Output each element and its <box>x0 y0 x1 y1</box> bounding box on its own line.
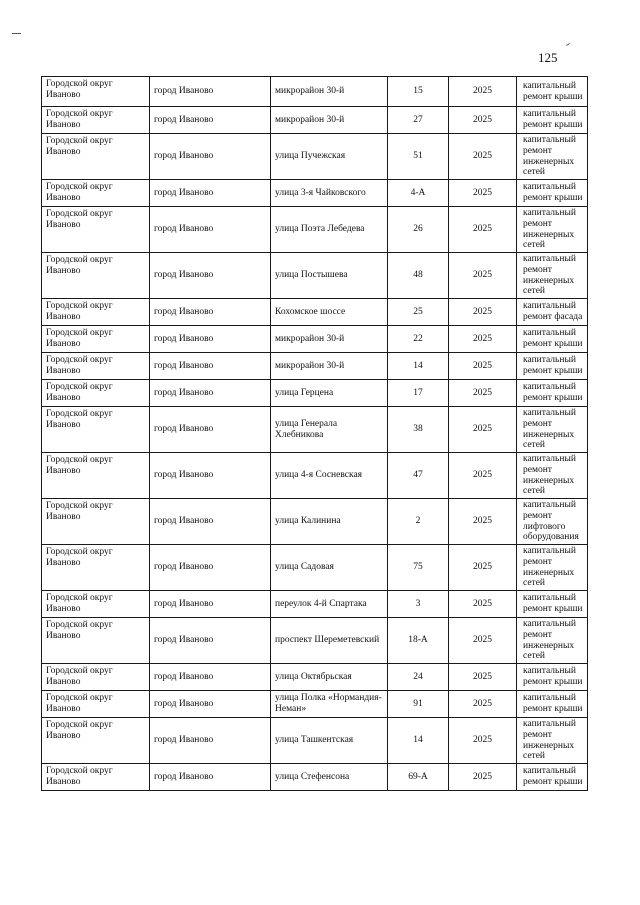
locality-cell: город Иваново <box>150 591 271 618</box>
district-cell: Городской округ Иваново <box>42 453 150 499</box>
year-cell: 2025 <box>449 134 517 180</box>
page-number: 125 <box>538 50 558 65</box>
street-cell: улица Пучежская <box>271 134 388 180</box>
district-cell: Городской округ Иваново <box>42 134 150 180</box>
house-number-cell: 2 <box>388 499 449 545</box>
year-cell: 2025 <box>449 545 517 591</box>
street-cell: улица Садовая <box>271 545 388 591</box>
year-cell: 2025 <box>449 253 517 299</box>
scan-mark-top-right <box>566 43 570 46</box>
year-cell: 2025 <box>449 380 517 407</box>
work-type-cell: капитальный ремонт инженерных сетей <box>517 618 588 664</box>
street-cell: микрорайон 30-й <box>271 326 388 353</box>
district-cell: Городской округ Иваново <box>42 718 150 764</box>
district-cell: Городской округ Иваново <box>42 180 150 207</box>
street-cell: улица Герцена <box>271 380 388 407</box>
house-number-cell: 47 <box>388 453 449 499</box>
district-cell: Городской округ Иваново <box>42 353 150 380</box>
street-cell: переулок 4-й Спартака <box>271 591 388 618</box>
locality-cell: город Иваново <box>150 453 271 499</box>
house-number-cell: 14 <box>388 718 449 764</box>
house-number-cell: 69-А <box>388 764 449 791</box>
locality-cell: город Иваново <box>150 407 271 453</box>
district-cell: Городской округ Иваново <box>42 618 150 664</box>
work-type-cell: капитальный ремонт крыши <box>517 180 588 207</box>
year-cell: 2025 <box>449 299 517 326</box>
house-number-cell: 18-А <box>388 618 449 664</box>
house-number-cell: 15 <box>388 77 449 107</box>
district-cell: Городской округ Иваново <box>42 253 150 299</box>
work-type-cell: капитальный ремонт инженерных сетей <box>517 545 588 591</box>
scan-mark-top-left <box>12 33 21 34</box>
work-type-cell: капитальный ремонт фасада <box>517 299 588 326</box>
year-cell: 2025 <box>449 618 517 664</box>
year-cell: 2025 <box>449 207 517 253</box>
street-cell: улица Полка «Нормандия-Неман» <box>271 691 388 718</box>
locality-cell: город Иваново <box>150 134 271 180</box>
house-number-cell: 14 <box>388 353 449 380</box>
year-cell: 2025 <box>449 718 517 764</box>
district-cell: Городской округ Иваново <box>42 499 150 545</box>
work-type-cell: капитальный ремонт инженерных сетей <box>517 453 588 499</box>
locality-cell: город Иваново <box>150 380 271 407</box>
district-cell: Городской округ Иваново <box>42 107 150 134</box>
year-cell: 2025 <box>449 326 517 353</box>
locality-cell: город Иваново <box>150 664 271 691</box>
locality-cell: город Иваново <box>150 764 271 791</box>
table-row <box>42 499 588 545</box>
house-number-cell: 22 <box>388 326 449 353</box>
locality-cell: город Иваново <box>150 718 271 764</box>
street-cell: микрорайон 30-й <box>271 77 388 107</box>
street-cell: улица Ташкентская <box>271 718 388 764</box>
street-cell: улица Октябрьская <box>271 664 388 691</box>
house-number-cell: 51 <box>388 134 449 180</box>
house-number-cell: 3 <box>388 591 449 618</box>
repair-schedule-table <box>41 76 588 791</box>
table-row <box>42 664 588 691</box>
district-cell: Городской округ Иваново <box>42 407 150 453</box>
locality-cell: город Иваново <box>150 253 271 299</box>
year-cell: 2025 <box>449 107 517 134</box>
locality-cell: город Иваново <box>150 499 271 545</box>
street-cell: микрорайон 30-й <box>271 107 388 134</box>
year-cell: 2025 <box>449 353 517 380</box>
year-cell: 2025 <box>449 499 517 545</box>
table-row <box>42 77 588 107</box>
locality-cell: город Иваново <box>150 545 271 591</box>
table-row <box>42 207 588 253</box>
table-row <box>42 180 588 207</box>
work-type-cell: капитальный ремонт крыши <box>517 691 588 718</box>
work-type-cell: капитальный ремонт инженерных сетей <box>517 407 588 453</box>
house-number-cell: 38 <box>388 407 449 453</box>
locality-cell: город Иваново <box>150 353 271 380</box>
year-cell: 2025 <box>449 453 517 499</box>
district-cell: Городской округ Иваново <box>42 207 150 253</box>
table-row <box>42 353 588 380</box>
work-type-cell: капитальный ремонт лифтового оборудования <box>517 499 588 545</box>
house-number-cell: 24 <box>388 664 449 691</box>
house-number-cell: 75 <box>388 545 449 591</box>
street-cell: улица Генерала Хлебникова <box>271 407 388 453</box>
house-number-cell: 17 <box>388 380 449 407</box>
street-cell: Кохомское шоссе <box>271 299 388 326</box>
street-cell: микрорайон 30-й <box>271 353 388 380</box>
street-cell: улица Стефенсона <box>271 764 388 791</box>
work-type-cell: капитальный ремонт крыши <box>517 591 588 618</box>
table-body <box>42 77 588 791</box>
house-number-cell: 4-А <box>388 180 449 207</box>
district-cell: Городской округ Иваново <box>42 326 150 353</box>
district-cell: Городской округ Иваново <box>42 380 150 407</box>
locality-cell: город Иваново <box>150 618 271 664</box>
year-cell: 2025 <box>449 77 517 107</box>
work-type-cell: капитальный ремонт крыши <box>517 326 588 353</box>
work-type-cell: капитальный ремонт инженерных сетей <box>517 253 588 299</box>
locality-cell: город Иваново <box>150 180 271 207</box>
table-row <box>42 134 588 180</box>
table-row <box>42 691 588 718</box>
house-number-cell: 48 <box>388 253 449 299</box>
street-cell: улица 4-я Сосневская <box>271 453 388 499</box>
work-type-cell: капитальный ремонт крыши <box>517 107 588 134</box>
table-row <box>42 380 588 407</box>
street-cell: улица 3-я Чайковского <box>271 180 388 207</box>
table-row <box>42 326 588 353</box>
work-type-cell: капитальный ремонт крыши <box>517 77 588 107</box>
house-number-cell: 26 <box>388 207 449 253</box>
house-number-cell: 27 <box>388 107 449 134</box>
table-row <box>42 453 588 499</box>
table-row <box>42 591 588 618</box>
table-row <box>42 718 588 764</box>
work-type-cell: капитальный ремонт инженерных сетей <box>517 207 588 253</box>
work-type-cell: капитальный ремонт крыши <box>517 380 588 407</box>
district-cell: Городской округ Иваново <box>42 77 150 107</box>
district-cell: Городской округ Иваново <box>42 664 150 691</box>
work-type-cell: капитальный ремонт инженерных сетей <box>517 134 588 180</box>
street-cell: проспект Шереметевский <box>271 618 388 664</box>
work-type-cell: капитальный ремонт крыши <box>517 764 588 791</box>
year-cell: 2025 <box>449 764 517 791</box>
district-cell: Городской округ Иваново <box>42 545 150 591</box>
year-cell: 2025 <box>449 180 517 207</box>
table-row <box>42 253 588 299</box>
table-row <box>42 299 588 326</box>
work-type-cell: капитальный ремонт крыши <box>517 353 588 380</box>
table-row <box>42 407 588 453</box>
year-cell: 2025 <box>449 691 517 718</box>
table-row <box>42 618 588 664</box>
district-cell: Городской округ Иваново <box>42 299 150 326</box>
locality-cell: город Иваново <box>150 207 271 253</box>
house-number-cell: 25 <box>388 299 449 326</box>
work-type-cell: капитальный ремонт инженерных сетей <box>517 718 588 764</box>
table-row <box>42 764 588 791</box>
district-cell: Городской округ Иваново <box>42 591 150 618</box>
table-row <box>42 107 588 134</box>
street-cell: улица Поэта Лебедева <box>271 207 388 253</box>
locality-cell: город Иваново <box>150 77 271 107</box>
house-number-cell: 91 <box>388 691 449 718</box>
table-row <box>42 545 588 591</box>
locality-cell: город Иваново <box>150 691 271 718</box>
work-type-cell: капитальный ремонт крыши <box>517 664 588 691</box>
district-cell: Городской округ Иваново <box>42 764 150 791</box>
street-cell: улица Калинина <box>271 499 388 545</box>
year-cell: 2025 <box>449 664 517 691</box>
locality-cell: город Иваново <box>150 326 271 353</box>
year-cell: 2025 <box>449 591 517 618</box>
street-cell: улица Постышева <box>271 253 388 299</box>
year-cell: 2025 <box>449 407 517 453</box>
district-cell: Городской округ Иваново <box>42 691 150 718</box>
locality-cell: город Иваново <box>150 299 271 326</box>
locality-cell: город Иваново <box>150 107 271 134</box>
